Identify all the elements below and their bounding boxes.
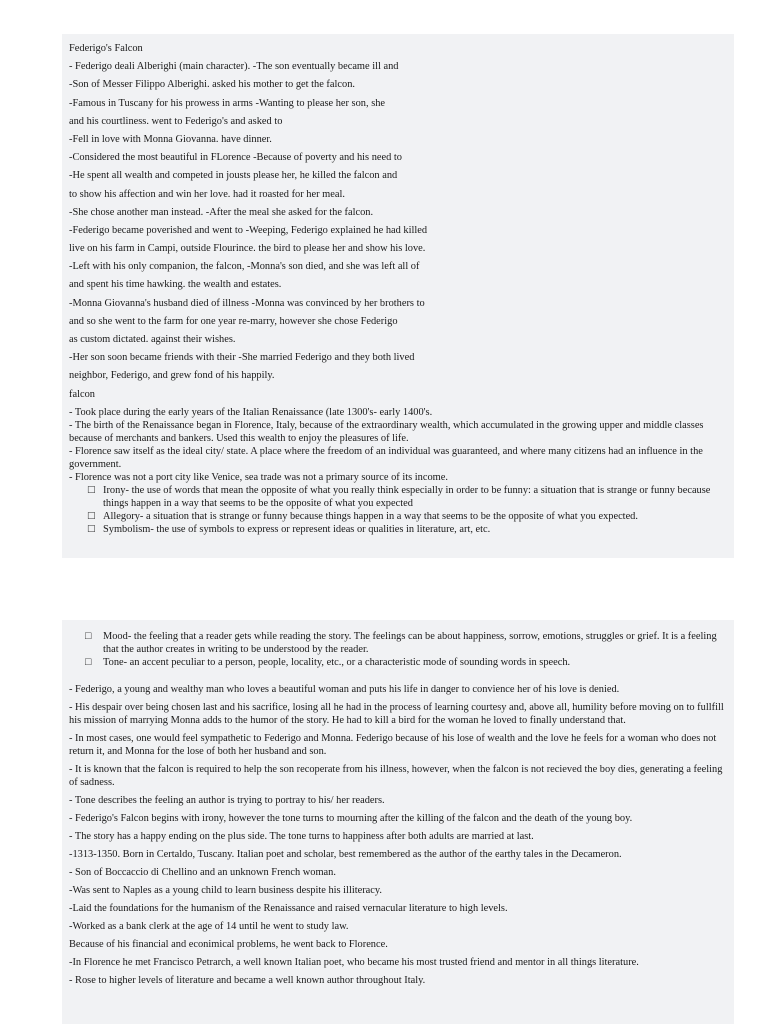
paragraph: - Florence was not a port city like Venice, sea trade was not a primary source of its income. xyxy=(69,471,448,483)
text-line: -He spent all wealth and competed in jousts please her, he killed the falcon and xyxy=(69,170,398,182)
text-line: -Considered the most beautiful in FLorence -Because of poverty and his need to xyxy=(69,152,402,164)
list-item xyxy=(87,484,728,510)
notes-rows xyxy=(69,42,728,406)
bullet-box-icon: □ xyxy=(87,484,96,495)
paragraph: - Took place during the early years of the Italian Renaissance (late 1300's- early 1400's. xyxy=(69,406,433,418)
list-item-text: Irony- the use of words that mean the opposite of what you really think especially in order to be funny: a situation that is strange or funny because things happen in a way that seems to be the opposite of what you expected xyxy=(103,484,711,509)
page-1-text xyxy=(62,34,734,536)
paragraph: - It is known that the falcon is required to help the son recoperate from his illness, however, when the falcon is not recieved the boy dies, generating a feeling of sadness. xyxy=(69,764,723,788)
list-item xyxy=(85,656,728,669)
text-line: Federigo's Falcon xyxy=(69,43,143,54)
setting-paragraphs xyxy=(69,406,728,484)
list-item-text: Tone- an accent peculiar to a person, people, locality, etc., or a characteristic mode of sounding words in speech. xyxy=(103,657,571,668)
bullet-box-icon: □ xyxy=(85,657,92,668)
list-item xyxy=(87,510,728,523)
bullet-box-icon: □ xyxy=(85,631,92,642)
paragraph: - Son of Boccaccio di Chellino and an unknown French woman. xyxy=(69,867,336,878)
paragraph: -Worked as a bank clerk at the age of 14 until he went to study law. xyxy=(69,921,349,932)
paragraph: - Federigo's Falcon begins with irony, however the tone turns to mourning after the killing of the falcon and the death of the young boy. xyxy=(69,813,633,824)
paragraph: - In most cases, one would feel sympathetic to Federigo and Monna. Federigo because of his lose of wealth and the love he feels for a woman who does not return it, and Monna for the lose of both her husband and son. xyxy=(69,733,717,757)
paragraph: -Laid the foundations for the humanism of the Renaissance and raised vernacular literature to high levels. xyxy=(69,903,508,914)
literary-terms-list xyxy=(69,484,728,536)
text-line: -She chose another man instead. -After the meal she asked for the falcon. xyxy=(69,206,374,218)
text-line: -Fell in love with Monna Giovanna. have dinner. xyxy=(69,133,272,145)
paragraph: - The story has a happy ending on the plus side. The tone turns to happiness after both adults are married at last. xyxy=(69,831,534,842)
text-line: to show his affection and win her love. had it roasted for her meal. xyxy=(69,188,345,200)
analysis-paragraphs xyxy=(69,683,728,987)
literary-terms-list-continued xyxy=(69,630,728,669)
text-line: -Her son soon became friends with their -She married Federigo and they both lived xyxy=(69,352,415,364)
text-line: -Famous in Tuscany for his prowess in arms -Wanting to please her son, she xyxy=(69,97,386,109)
text-line: live on his farm in Campi, outside Flourince. the bird to please her and show his love. xyxy=(69,243,426,255)
bullet-box-icon: □ xyxy=(87,523,96,534)
paragraph: -Was sent to Naples as a young child to learn business despite his illiteracy. xyxy=(69,885,383,896)
document-page-2 xyxy=(62,620,734,1024)
text-line: as custom dictated. against their wishes. xyxy=(69,334,236,345)
document-page-1 xyxy=(62,34,734,558)
paragraph: -1313-1350. Born in Certaldo, Tuscany. Italian poet and scholar, best remembered as the author of the earthy tales in the Decameron. xyxy=(69,849,622,860)
list-item-text: Mood- the feeling that a reader gets while reading the story. The feelings can be about happiness, sorrow, emotions, struggles or grief. It is a feeling that the author creates in writing to be understood by the reader. xyxy=(103,631,717,655)
paragraph: - His despair over being chosen last and his sacrifice, losing all he had in the process of learning courtesy and, above all, humility before moving on to fullfill his mission of marrying Monna adds to the humor of the story. He had to kill a bird for the woman he loved to finally understand that. xyxy=(69,702,724,726)
page-2-text xyxy=(62,620,734,992)
list-item xyxy=(85,630,728,656)
text-line: -Left with his only companion, the falcon, -Monna's son died, and she was left all of xyxy=(69,261,420,273)
paragraph: - The birth of the Renaissance began in Florence, Italy, because of the extraordinary wealth, which accumulated in the growing upper and middle classes because of merchants and bankers. Used this wealth to enjoy the pleasures of life. xyxy=(69,419,704,444)
paragraph: - Florence saw itself as the ideal city/ state. A place where the freedom of an individual was guaranteed, and where many citizens had an influence in the government. xyxy=(69,445,703,470)
text-line: and spent his time hawking. the wealth and estates. xyxy=(69,279,282,291)
text-line: and so she went to the farm for one year re-marry, however she chose Federigo xyxy=(69,315,398,327)
bullet-box-icon: □ xyxy=(87,510,96,521)
text-line: and his courtliness. went to Federigo's and asked to xyxy=(69,115,283,127)
text-line: -Son of Messer Filippo Alberighi. asked his mother to get the falcon. xyxy=(69,79,355,91)
list-item-text: Allegory- a situation that is strange or funny because things happen in a way that seems to be the opposite of what you expected. xyxy=(103,510,638,522)
list-item-text: Symbolism- the use of symbols to express or represent ideas or qualities in literature, art, etc. xyxy=(103,523,491,535)
paragraph: - Federigo, a young and wealthy man who loves a beautiful woman and puts his life in danger to convience her of his love is denied. xyxy=(69,684,620,695)
paragraph: -In Florence he met Francisco Petrarch, a well known Italian poet, who became his most trusted friend and mentor in all things literature. xyxy=(69,957,639,968)
text-line: -Federigo became poverished and went to -Weeping, Federigo explained he had killed xyxy=(69,224,428,236)
paragraph: - Rose to higher levels of literature and became a well known author throughout Italy. xyxy=(69,975,426,986)
paragraph: - Tone describes the feeling an author is trying to portray to his/ her readers. xyxy=(69,795,385,806)
text-line: falcon xyxy=(69,388,95,400)
paragraph: Because of his financial and econimical problems, he went back to Florence. xyxy=(69,939,388,950)
text-line: neighbor, Federigo, and grew fond of his happily. xyxy=(69,370,275,382)
text-line: -Monna Giovanna's husband died of illness -Monna was convinced by her brothers to xyxy=(69,297,425,309)
text-line: - Federigo deali Alberighi (main character). -The son eventually became ill and xyxy=(69,61,399,73)
list-item xyxy=(87,523,728,536)
